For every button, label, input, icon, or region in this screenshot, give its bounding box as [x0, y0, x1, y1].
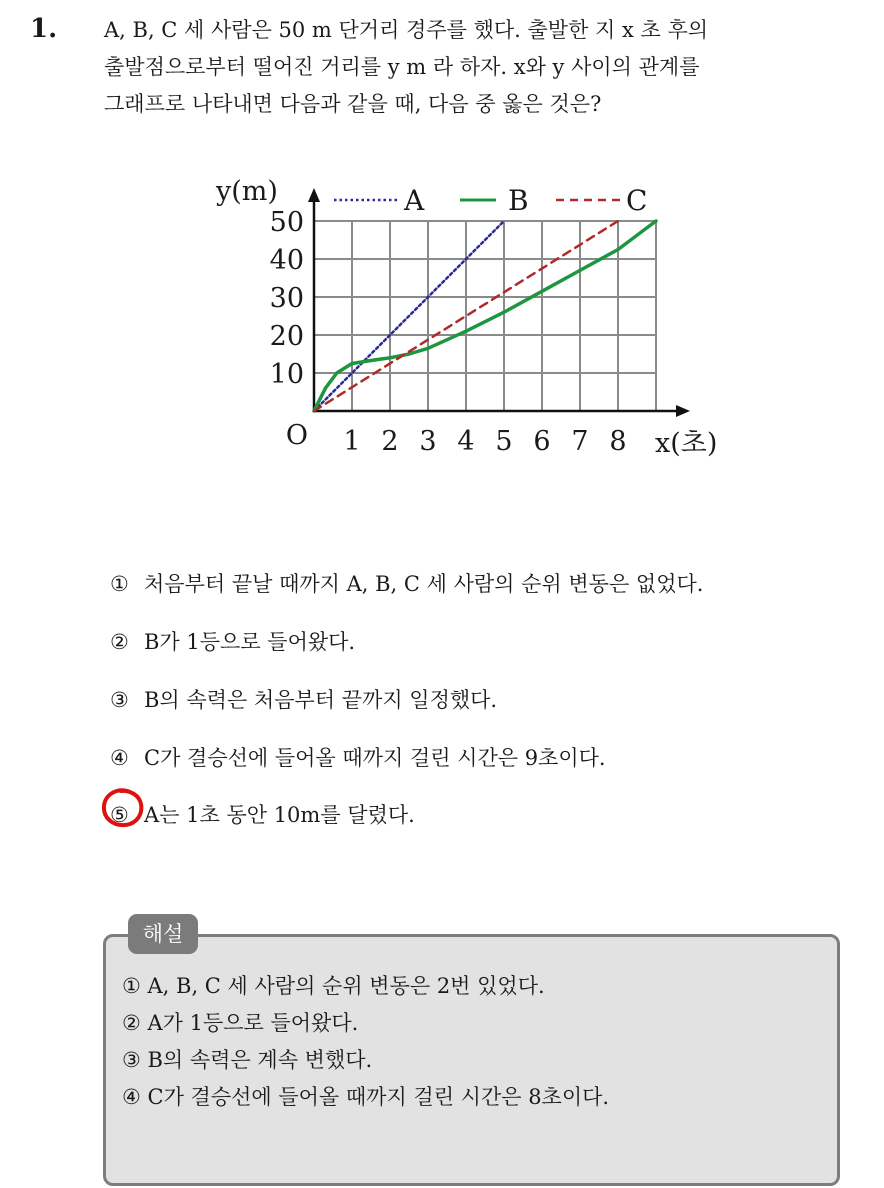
explanation-title: 해설: [128, 914, 198, 954]
question-text: [104, 12, 874, 123]
option-5[interactable]: [110, 799, 415, 829]
x-tick-label: 4: [457, 426, 475, 457]
x-axis-arrow-icon: [676, 405, 690, 417]
option-mark: ②: [110, 630, 129, 654]
x-tick-label: 8: [609, 426, 627, 457]
option-mark: ⑤: [110, 803, 129, 827]
option-mark: ③: [110, 688, 129, 712]
answer-circle-icon: [100, 785, 146, 829]
y-axis-arrow-icon: [308, 188, 320, 202]
y-tick-label: 40: [269, 245, 304, 276]
question-line: 그래프로 나타내면 다음과 같을 때, 다음 중 옳은 것은?: [104, 92, 602, 116]
legend-label-a: A: [404, 184, 425, 217]
x-tick-label: 6: [533, 426, 551, 457]
x-tick-label: 7: [571, 426, 589, 457]
legend-label-c: C: [626, 184, 648, 217]
option-text: A는 1초 동안 10m를 달렸다.: [144, 803, 415, 827]
y-tick-label: 30: [269, 283, 304, 314]
x-tick-label: 3: [419, 426, 437, 457]
question-line: A, B, C 세 사람은 50 m 단거리 경주를 했다. 출발한 지 x 초 후의: [104, 18, 709, 42]
option-text: B가 1등으로 들어왔다.: [144, 630, 356, 654]
question-number: 1.: [30, 14, 58, 44]
option-mark: ①: [110, 572, 129, 596]
option-text: B의 속력은 처음부터 끝까지 일정했다.: [144, 688, 498, 712]
option-mark: ④: [110, 746, 129, 770]
x-tick-label: 2: [381, 426, 399, 457]
option-3[interactable]: [110, 684, 497, 714]
explanation-line: ③ B의 속력은 계속 변했다.: [122, 1048, 373, 1072]
legend-label-b: B: [508, 184, 529, 217]
origin-label: O: [285, 420, 309, 451]
x-axis-label: x(초): [655, 428, 718, 459]
option-1[interactable]: [110, 568, 703, 598]
option-2[interactable]: [110, 626, 355, 656]
option-text: 처음부터 끝날 때까지 A, B, C 세 사람의 순위 변동은 없었다.: [144, 572, 704, 596]
option-4[interactable]: [110, 742, 606, 772]
series-line-b: [314, 221, 656, 411]
explanation-line: ② A가 1등으로 들어왔다.: [122, 1011, 359, 1035]
explanation-line: ④ C가 결승선에 들어올 때까지 걸린 시간은 8초이다.: [122, 1085, 610, 1109]
option-text: C가 결승선에 들어올 때까지 걸린 시간은 9초이다.: [144, 746, 606, 770]
y-tick-label: 20: [269, 321, 304, 352]
y-tick-label: 10: [269, 359, 304, 390]
question-line: 출발점으로부터 떨어진 거리를 y m 라 하자. x와 y 사이의 관계를: [104, 55, 700, 79]
distance-time-chart: [200, 160, 760, 470]
explanation-line: ① A, B, C 세 사람의 순위 변동은 2번 있었다.: [122, 974, 545, 998]
x-tick-label: 5: [495, 426, 513, 457]
series-line-a: [314, 221, 504, 411]
x-tick-label: 1: [343, 426, 361, 457]
y-tick-label: 50: [269, 207, 304, 238]
y-axis-label: y(m): [216, 176, 278, 207]
